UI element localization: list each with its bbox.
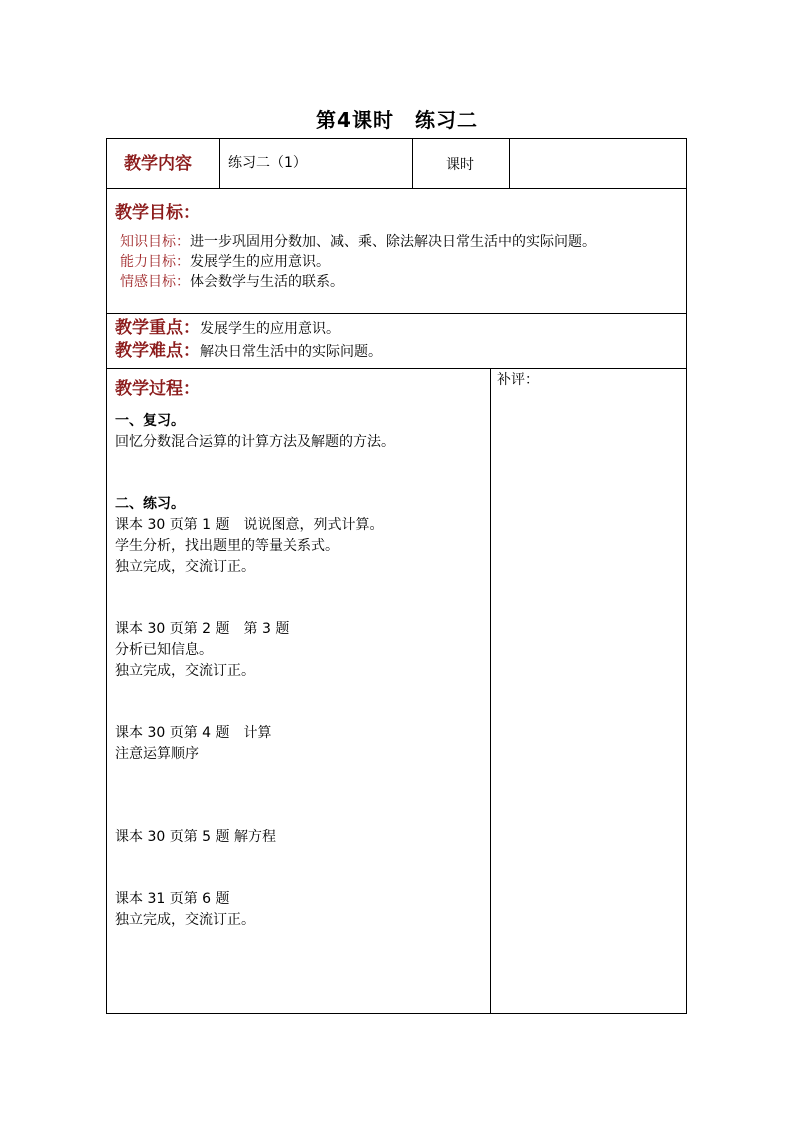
content-label: 教学内容 <box>124 154 192 174</box>
content-value: 练习二（1） <box>228 155 307 171</box>
col-divider <box>509 138 510 189</box>
comment-label: 补评： <box>497 372 539 388</box>
practice-line: 注意运算顺序 <box>115 746 199 762</box>
practice-line: 独立完成，交流订正。 <box>115 912 255 928</box>
col-divider <box>412 138 413 189</box>
practice-line: 独立完成，交流订正。 <box>115 559 255 575</box>
practice-heading: 二、练习。 <box>115 496 185 512</box>
practice-line: 学生分析，找出题里的等量关系式。 <box>115 538 339 554</box>
focus-line: 教学重点：发展学生的应用意识。 <box>115 318 340 338</box>
row-divider <box>106 188 687 189</box>
objective-ability: 能力目标：发展学生的应用意识。 <box>120 254 330 270</box>
page-title: 第4课时 练习二 <box>316 108 478 132</box>
review-heading: 一、复习。 <box>115 413 185 429</box>
objectives-heading: 教学目标： <box>115 203 200 223</box>
practice-line: 课本 30 页第 4 题 计算 <box>115 725 272 741</box>
col-divider <box>490 368 491 1014</box>
objective-emotion: 情感目标：体会数学与生活的联系。 <box>120 274 344 290</box>
practice-line: 课本 30 页第 5 题 解方程 <box>115 829 276 845</box>
practice-line: 课本 30 页第 1 题 说说图意，列式计算。 <box>115 517 384 533</box>
review-text: 回忆分数混合运算的计算方法及解题的方法。 <box>115 434 395 450</box>
practice-line: 课本 31 页第 6 题 <box>115 891 230 907</box>
practice-line: 分析已知信息。 <box>115 642 213 658</box>
period-label: 课时 <box>446 157 474 173</box>
col-divider <box>219 138 220 189</box>
row-divider <box>106 368 687 369</box>
practice-line: 独立完成，交流订正。 <box>115 663 255 679</box>
objective-knowledge: 知识目标：进一步巩固用分数加、减、乘、除法解决日常生活中的实际问题。 <box>120 234 596 250</box>
row-divider <box>106 313 687 314</box>
practice-line: 课本 30 页第 2 题 第 3 题 <box>115 621 290 637</box>
difficulty-line: 教学难点：解决日常生活中的实际问题。 <box>115 341 382 361</box>
process-heading: 教学过程： <box>115 379 200 399</box>
